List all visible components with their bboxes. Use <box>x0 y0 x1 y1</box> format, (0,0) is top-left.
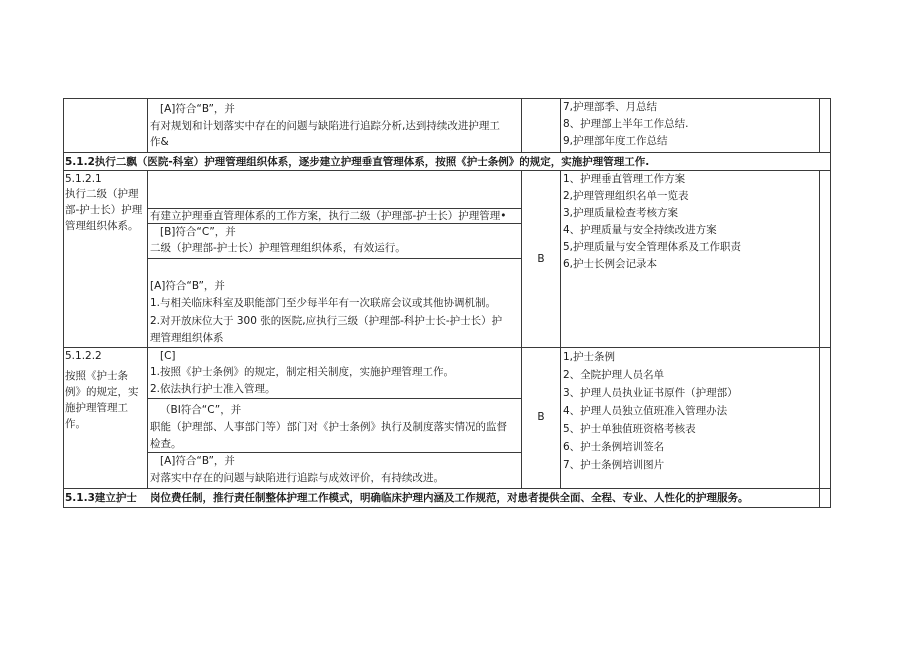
req-b-label: [B]符合“C”，并 <box>160 226 236 238</box>
evidence-item: 9,护理部年度工作总结 <box>563 135 668 147</box>
rule-col-extra <box>819 98 820 153</box>
rule-col-req <box>521 98 522 153</box>
item-title: 执行二级（护理 <box>65 188 139 200</box>
rule-5-1-3-bottom <box>63 507 830 508</box>
level-badge: B <box>537 411 545 423</box>
evidence-item: 5,护理质量与安全管理体系及工作职责 <box>563 241 742 253</box>
req-a-label: [A]符合“B”，并 <box>160 455 235 467</box>
rule-5121-b-bottom <box>147 258 521 259</box>
item-title: 例》的规定，实 <box>65 386 139 398</box>
rule-top <box>63 98 830 99</box>
rule-col-title <box>147 170 148 488</box>
evidence-item: 6、护士条例培训签名 <box>563 441 665 453</box>
section-label: 5.1.3建立护士 <box>65 492 137 504</box>
evidence-item: 6,护士长例会记录本 <box>563 258 658 270</box>
item-title: 管理组织体系。 <box>65 220 139 232</box>
evidence-item: 4、护理质量与安全持续改进方案 <box>563 224 717 236</box>
rule-5122-b-bottom <box>147 452 521 453</box>
rule-left <box>63 98 64 508</box>
rule-5122-bottom <box>63 488 830 489</box>
rule-5121-c-bottom <box>147 223 521 224</box>
rule-col-extra <box>819 170 820 488</box>
rule-col-level <box>560 170 561 488</box>
req-a-label: [A]符合“B”，并 <box>160 103 235 115</box>
req-b-label: （BI符合“C”，并 <box>160 404 242 416</box>
evidence-item: 3、护理人员执业证书原件（护理部） <box>563 387 738 399</box>
req-a-text: 理管理组织体系 <box>150 332 224 344</box>
req-c-label: [C] <box>160 350 176 362</box>
rule-right <box>830 98 831 508</box>
req-c-text: 1.按照《护士条例》的规定，制定相关制度，实施护理管理工作。 <box>150 366 455 378</box>
req-b-text: 二级（护理部-护士长）护理管理组织体系，有效运行。 <box>150 242 406 254</box>
req-c-text: 有建立护理垂直管理体系的工作方案，执行二级（护理部-护士长）护理管理• <box>150 210 507 222</box>
item-number: 5.1.2.1 <box>65 173 102 185</box>
evidence-item: 1、护理垂直管理工作方案 <box>563 173 686 185</box>
evidence-item: 4、护理人员独立值班准入管理办法 <box>563 405 728 417</box>
rule-col-extra <box>819 488 820 508</box>
req-b-text: 职能（护理部、人事部门等）部门对《护士条例》执行及制度落实情况的监督 <box>150 421 507 433</box>
rule-col-level <box>560 98 561 153</box>
rule-section-512-top <box>63 152 830 153</box>
req-a-label: [A]符合“B”，并 <box>150 280 225 292</box>
evidence-item: 1,护士条例 <box>563 351 616 363</box>
req-a-text: 1.与相关临床科室及职能部门至少每半年有一次联席会议或其他协调机制。 <box>150 297 497 309</box>
rule-col-title <box>147 98 148 153</box>
rule-5122-c-bottom <box>147 398 521 399</box>
rule-5121-bottom <box>63 347 830 348</box>
level-badge: B <box>537 253 545 265</box>
item-number: 5.1.2.2 <box>65 350 102 362</box>
req-c-text: 2.依法执行护士准入管理。 <box>150 383 276 395</box>
item-title: 作。 <box>65 418 86 430</box>
evidence-item: 5、护士单独值班资格考核表 <box>563 423 696 435</box>
evidence-item: 8、护理部上半年工作总结. <box>563 118 689 130</box>
rule-section-512-bottom <box>63 170 830 171</box>
section-heading: 5.1.2执行二飘（医院-科室）护理管理组织体系，逐步建立护理垂直管理体系，按照《护士条例》的规定，实施护理管理工作. <box>65 156 650 168</box>
evidence-item: 3,护理质量检查考核方案 <box>563 207 679 219</box>
req-b-text: 检查。 <box>150 438 182 450</box>
req-a-text: 2.对开放床位大于 300 张的医院,应执行三级（护理部-科护士长-护士长）护 <box>150 315 503 327</box>
evidence-item: 2,护理管理组织名单一览表 <box>563 190 689 202</box>
rule-col-req <box>521 170 522 488</box>
item-title: 按照《护士条 <box>65 370 128 382</box>
evidence-item: 7、护士条例培训图片 <box>563 459 665 471</box>
evidence-item: 2、全院护理人员名单 <box>563 369 665 381</box>
req-a-text: 作& <box>150 136 169 148</box>
item-title: 施护理管理工 <box>65 402 128 414</box>
req-a-text: 对落实中存在的问题与缺陷进行追踪与成效评价，有持续改进。 <box>150 472 444 484</box>
item-title: 部-护士长）护理 <box>65 204 143 216</box>
evidence-item: 7,护理部季、月总结 <box>563 101 658 113</box>
req-a-text: 有对规划和计划落实中存在的问题与缺陷进行追踪分析,达到持续改进护理工 <box>150 120 500 132</box>
section-text: 岗位费任制，推行责任制整体护理工作模式，明确临床护理内涵及工作规范，对患者提供全面、全程、专业、人性化的护理服务。 <box>150 492 749 504</box>
